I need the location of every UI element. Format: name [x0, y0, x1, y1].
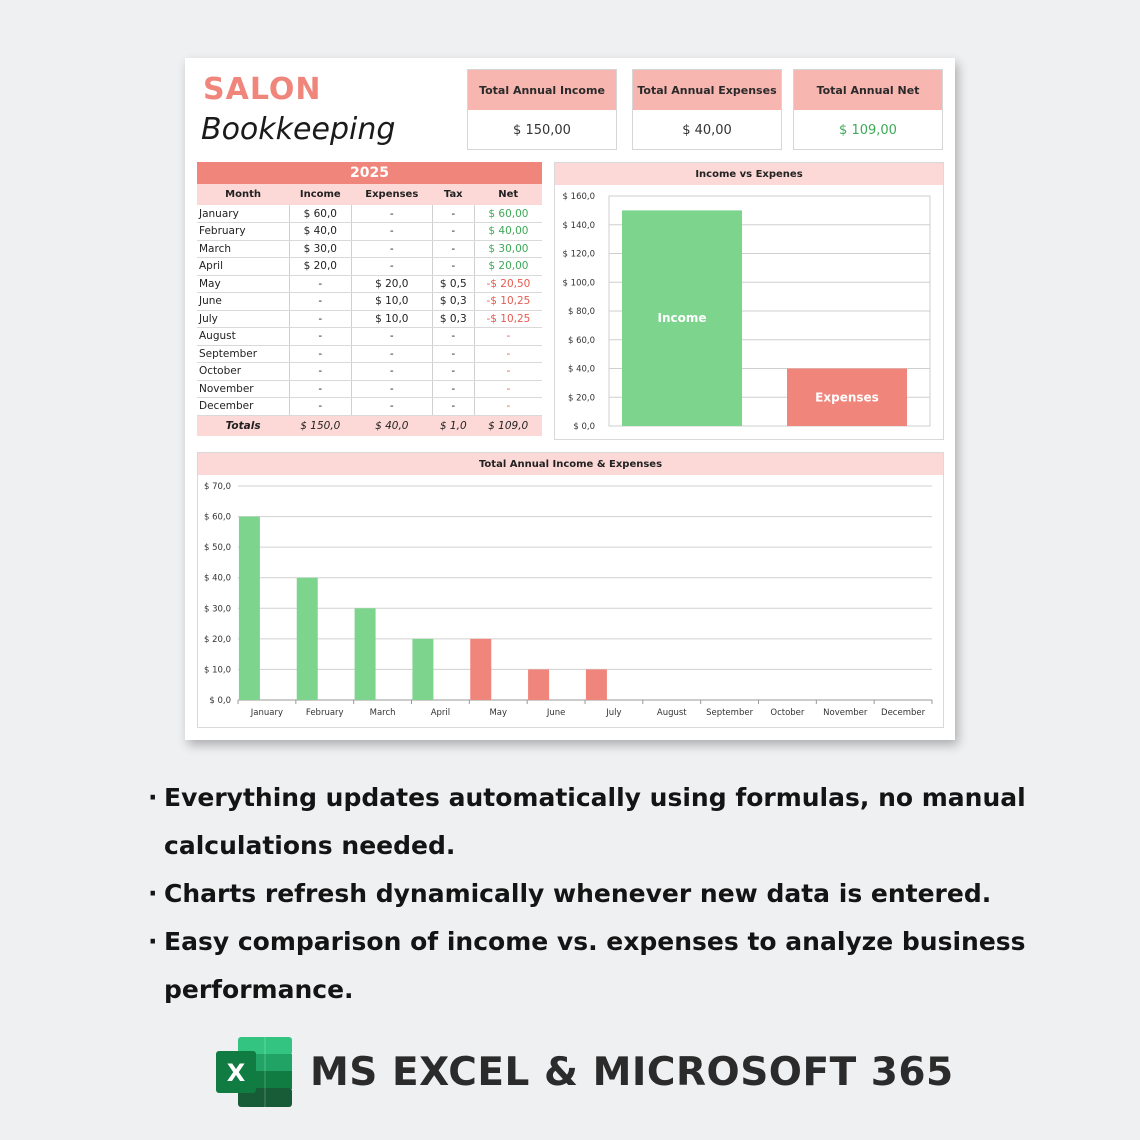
- total-value: $ 109,0: [474, 415, 542, 436]
- value-cell[interactable]: -: [474, 380, 542, 398]
- title-bookkeeping: Bookkeeping: [201, 112, 396, 147]
- y-tick-label: $ 60,0: [567, 335, 595, 346]
- value-cell[interactable]: -: [432, 380, 474, 398]
- value-cell[interactable]: -: [432, 328, 474, 346]
- spreadsheet-preview: [185, 58, 955, 740]
- value-cell[interactable]: -$ 20,50: [474, 275, 542, 293]
- value-cell[interactable]: -: [351, 258, 432, 276]
- income-vs-expenses-plot: [555, 185, 943, 439]
- y-tick-label: $ 60,0: [203, 512, 231, 523]
- y-tick-label: $ 0,0: [209, 696, 231, 706]
- y-tick-label: $ 80,0: [567, 307, 595, 317]
- value-cell[interactable]: -: [432, 363, 474, 381]
- month-cell[interactable]: August: [197, 328, 289, 346]
- y-tick-label: $ 120,0: [562, 249, 595, 260]
- kpi-value[interactable]: $ 40,00: [682, 122, 732, 138]
- table-body: [197, 205, 542, 415]
- x-tick-label: August: [656, 708, 687, 718]
- y-tick-label: $ 0,0: [573, 422, 595, 432]
- value-cell[interactable]: -: [351, 205, 432, 223]
- table-row: [197, 205, 542, 223]
- income-vs-expenses-chart: [554, 162, 944, 440]
- total-value: $ 1,0: [432, 415, 474, 436]
- table-row: [197, 363, 542, 381]
- bar-income-february: [297, 578, 318, 700]
- value-cell[interactable]: -: [432, 240, 474, 258]
- x-tick-label: May: [489, 708, 508, 718]
- value-cell[interactable]: -: [351, 328, 432, 346]
- value-cell[interactable]: -: [432, 398, 474, 416]
- value-cell[interactable]: $ 10,0: [351, 293, 432, 311]
- title-salon: SALON: [203, 72, 322, 107]
- month-cell[interactable]: February: [197, 223, 289, 241]
- footer-branding: [216, 1037, 954, 1107]
- y-tick-label: $ 10,0: [203, 665, 231, 676]
- bar-expenses-june: [528, 669, 549, 700]
- value-cell[interactable]: -: [474, 345, 542, 363]
- annual-income-expenses-chart: [197, 452, 944, 728]
- value-cell[interactable]: -: [289, 398, 351, 416]
- x-tick-label: December: [881, 708, 926, 718]
- month-cell[interactable]: September: [197, 345, 289, 363]
- feature-text: Everything updates automatically using formulas, no manual calculations needed.: [164, 783, 1026, 860]
- y-tick-label: $ 20,0: [203, 634, 231, 645]
- x-tick-label: March: [369, 708, 396, 718]
- table-year: 2025: [197, 162, 542, 184]
- value-cell[interactable]: -: [289, 363, 351, 381]
- month-cell[interactable]: April: [197, 258, 289, 276]
- feature-list: [148, 774, 1028, 1014]
- value-cell[interactable]: -: [474, 328, 542, 346]
- value-cell[interactable]: $ 30,00: [474, 240, 542, 258]
- value-cell[interactable]: $ 40,0: [289, 223, 351, 241]
- value-cell[interactable]: $ 60,0: [289, 205, 351, 223]
- table-row: [197, 310, 542, 328]
- table-row: [197, 240, 542, 258]
- value-cell[interactable]: $ 30,0: [289, 240, 351, 258]
- column-header: Month: [197, 184, 289, 205]
- month-cell[interactable]: December: [197, 398, 289, 416]
- kpi-total-net: [793, 69, 943, 150]
- feature-text: Easy comparison of income vs. expenses to analyze business performance.: [164, 927, 1026, 1004]
- kpi-value[interactable]: $ 109,00: [839, 122, 897, 138]
- y-tick-label: $ 30,0: [203, 604, 231, 615]
- y-tick-label: $ 160,0: [562, 192, 595, 202]
- kpi-total-income: [467, 69, 617, 150]
- x-tick-label: April: [430, 708, 451, 718]
- table-row: [197, 223, 542, 241]
- table-totals-row: [197, 415, 542, 436]
- bar-label: Expenses: [815, 390, 879, 405]
- table-row: [197, 328, 542, 346]
- value-cell[interactable]: -: [351, 223, 432, 241]
- value-cell[interactable]: -: [474, 398, 542, 416]
- kpi-label: Total Annual Expenses: [633, 70, 781, 110]
- column-header: Net: [474, 184, 542, 205]
- table-row: [197, 345, 542, 363]
- y-tick-label: $ 40,0: [203, 573, 231, 584]
- month-cell[interactable]: November: [197, 380, 289, 398]
- chart-title: Income vs Expenes: [555, 163, 943, 185]
- value-cell[interactable]: -: [289, 293, 351, 311]
- month-cell[interactable]: June: [197, 293, 289, 311]
- kpi-total-expenses: [632, 69, 782, 150]
- table-row: [197, 398, 542, 416]
- value-cell[interactable]: $ 0,5: [432, 275, 474, 293]
- excel-logo-letter: X: [226, 1059, 246, 1087]
- month-cell[interactable]: January: [197, 205, 289, 223]
- y-tick-label: $ 40,0: [567, 364, 595, 375]
- month-cell[interactable]: July: [197, 310, 289, 328]
- monthly-table: [197, 162, 542, 441]
- month-cell[interactable]: October: [197, 363, 289, 381]
- value-cell[interactable]: -: [351, 398, 432, 416]
- bar-label: Income: [657, 311, 707, 326]
- value-cell[interactable]: -: [289, 380, 351, 398]
- value-cell[interactable]: -$ 10,25: [474, 310, 542, 328]
- value-cell[interactable]: $ 60,00: [474, 205, 542, 223]
- value-cell[interactable]: -: [432, 205, 474, 223]
- kpi-label: Total Annual Income: [468, 70, 616, 110]
- column-header: Tax: [432, 184, 474, 205]
- table-header-row: [197, 184, 542, 205]
- total-value: $ 150,0: [289, 415, 351, 436]
- feature-item: · Easy comparison of income vs. expenses to analyze business performance.: [148, 918, 1028, 1014]
- bar-income-january: [239, 517, 260, 700]
- totals-label: Totals: [197, 415, 289, 436]
- table-row: [197, 275, 542, 293]
- value-cell[interactable]: $ 20,0: [289, 258, 351, 276]
- footer-title: MS EXCEL & MICROSOFT 365: [310, 1049, 954, 1095]
- feature-item: · Everything updates automatically using formulas, no manual calculations needed.: [148, 774, 1028, 870]
- value-cell[interactable]: -: [289, 275, 351, 293]
- feature-item: · Charts refresh dynamically whenever new data is entered.: [148, 870, 1028, 918]
- x-tick-label: July: [606, 708, 622, 718]
- total-value: $ 40,0: [351, 415, 432, 436]
- column-header: Income: [289, 184, 351, 205]
- bar-expenses-may: [470, 639, 491, 700]
- x-tick-label: November: [823, 708, 868, 718]
- x-tick-label: January: [250, 708, 284, 718]
- y-tick-label: $ 70,0: [203, 482, 231, 492]
- value-cell[interactable]: -: [289, 310, 351, 328]
- x-tick-label: February: [305, 708, 344, 718]
- value-cell[interactable]: -: [432, 223, 474, 241]
- table-row: [197, 293, 542, 311]
- y-tick-label: $ 50,0: [203, 543, 231, 554]
- column-header: Expenses: [351, 184, 432, 205]
- value-cell[interactable]: -: [351, 345, 432, 363]
- table-row: [197, 258, 542, 276]
- value-cell[interactable]: -: [351, 240, 432, 258]
- feature-text: Charts refresh dynamically whenever new data is entered.: [164, 879, 992, 908]
- value-cell[interactable]: -: [289, 345, 351, 363]
- value-cell[interactable]: -: [351, 363, 432, 381]
- y-tick-label: $ 140,0: [562, 220, 595, 231]
- value-cell[interactable]: $ 0,3: [432, 310, 474, 328]
- x-tick-label: September: [706, 708, 754, 718]
- value-cell[interactable]: $ 10,0: [351, 310, 432, 328]
- month-cell[interactable]: May: [197, 275, 289, 293]
- month-cell[interactable]: March: [197, 240, 289, 258]
- y-tick-label: $ 20,0: [567, 393, 595, 404]
- value-cell[interactable]: -: [289, 328, 351, 346]
- value-cell[interactable]: -: [432, 258, 474, 276]
- table-row: [197, 380, 542, 398]
- value-cell[interactable]: $ 20,00: [474, 258, 542, 276]
- value-cell[interactable]: $ 0,3: [432, 293, 474, 311]
- bar-expenses-july: [586, 669, 607, 700]
- bar-income-april: [412, 639, 433, 700]
- bar-income-march: [355, 608, 376, 700]
- y-tick-label: $ 100,0: [562, 278, 595, 289]
- value-cell[interactable]: -$ 10,25: [474, 293, 542, 311]
- value-cell[interactable]: -: [351, 380, 432, 398]
- value-cell[interactable]: -: [432, 345, 474, 363]
- kpi-value[interactable]: $ 150,00: [513, 122, 571, 138]
- chart-title: Total Annual Income & Expenses: [198, 453, 943, 475]
- x-tick-label: June: [546, 708, 566, 718]
- value-cell[interactable]: $ 20,0: [351, 275, 432, 293]
- x-tick-label: October: [770, 708, 805, 718]
- annual-income-expenses-plot: [198, 475, 943, 727]
- value-cell[interactable]: $ 40,00: [474, 223, 542, 241]
- value-cell[interactable]: -: [474, 363, 542, 381]
- excel-logo-icon: [216, 1037, 294, 1107]
- kpi-label: Total Annual Net: [794, 70, 942, 110]
